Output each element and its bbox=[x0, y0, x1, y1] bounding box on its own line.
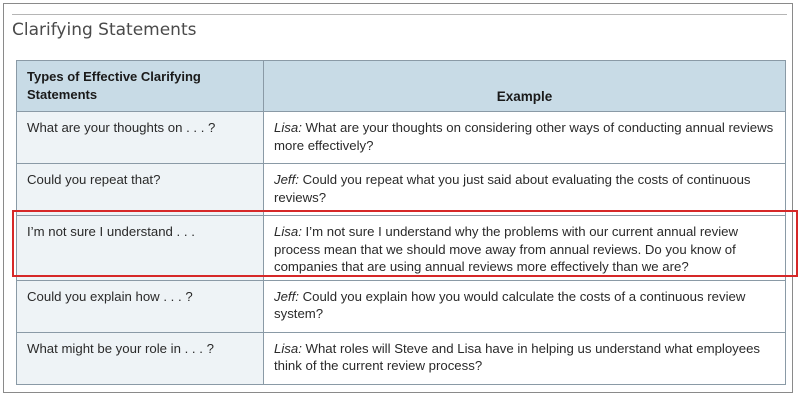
example-text: Could you repeat what you just said about evaluating the costs of continuous reviews? bbox=[274, 172, 751, 205]
speaker-name: Lisa: bbox=[274, 224, 302, 239]
table-row-highlighted bbox=[17, 216, 786, 281]
table-header-row bbox=[17, 61, 786, 112]
type-cell: Could you explain how . . . ? bbox=[17, 280, 264, 332]
speaker-name: Jeff: bbox=[274, 288, 299, 304]
title-rule bbox=[12, 14, 787, 15]
example-cell bbox=[264, 112, 786, 164]
table-row bbox=[17, 164, 786, 216]
header-types: Types of Effective Clarifying Statements bbox=[17, 61, 264, 112]
example-text: I’m not sure I understand why the problems with our current annual review process mean that we should move away from annual reviews. Do you know of companies that are using annual reviews more effectively than we are? bbox=[274, 224, 738, 274]
table-row bbox=[17, 280, 786, 332]
table-row bbox=[17, 112, 786, 164]
example-cell bbox=[264, 216, 786, 281]
speaker-name: Jeff: bbox=[274, 172, 299, 187]
speaker-name: Lisa: bbox=[274, 120, 302, 135]
table-row bbox=[17, 332, 786, 384]
example-text: Could you explain how you would calculate the costs of a continuous review system? bbox=[274, 288, 746, 321]
speaker-name: Lisa: bbox=[274, 340, 302, 356]
clarifying-statements-table bbox=[16, 60, 786, 385]
header-example: Example bbox=[264, 61, 786, 112]
figure-title: Clarifying Statements bbox=[12, 20, 197, 40]
example-cell bbox=[264, 280, 786, 332]
type-cell: Could you repeat that? bbox=[17, 164, 264, 216]
type-cell: What might be your role in . . . ? bbox=[17, 332, 264, 384]
example-text: What roles will Steve and Lisa have in helping us understand what employees think of the current review process? bbox=[274, 340, 761, 373]
example-cell bbox=[264, 332, 786, 384]
example-text: What are your thoughts on considering other ways of conducting annual reviews more effectively? bbox=[274, 120, 774, 153]
figure-frame bbox=[3, 3, 793, 393]
type-cell: I’m not sure I understand . . . bbox=[17, 216, 264, 281]
example-cell bbox=[264, 164, 786, 216]
type-cell: What are your thoughts on . . . ? bbox=[17, 112, 264, 164]
